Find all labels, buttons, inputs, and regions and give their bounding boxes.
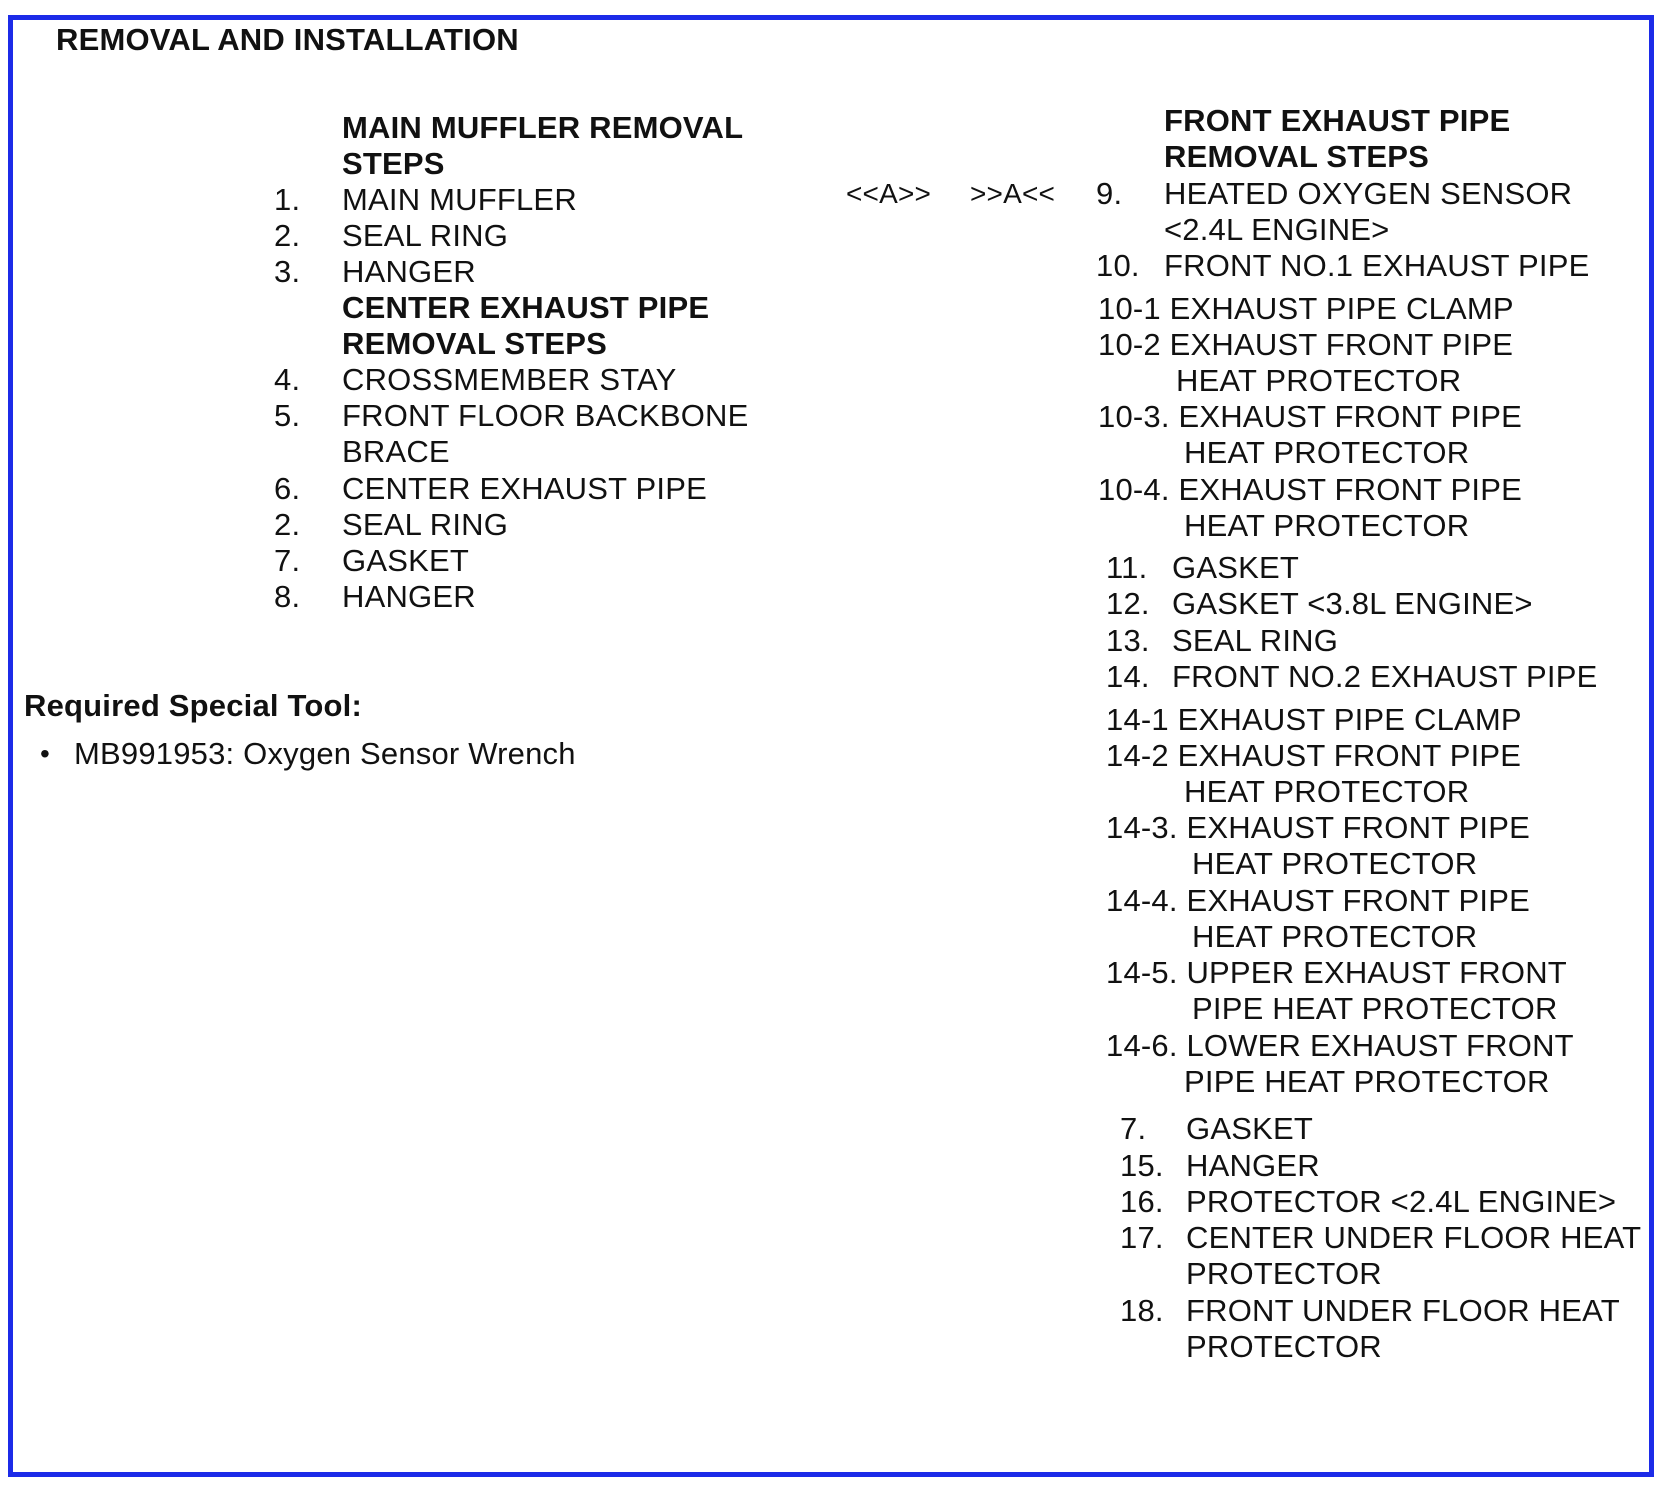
list-item-text: GASKET <3.8L ENGINE> bbox=[1172, 586, 1533, 621]
list-item-text: GASKET bbox=[1186, 1111, 1313, 1146]
sub-item-text: 14-3. EXHAUST FRONT PIPE bbox=[1106, 810, 1530, 845]
list-item-number: 11. bbox=[1106, 550, 1148, 585]
list-item-text: HANGER bbox=[1186, 1148, 1320, 1183]
page-title: REMOVAL AND INSTALLATION bbox=[56, 22, 519, 57]
list-item-text: GASKET bbox=[342, 543, 469, 578]
list-item-number: 14. bbox=[1106, 659, 1150, 694]
list-item-text: SEAL RING bbox=[1172, 623, 1339, 658]
sub-item-text-cont: HEAT PROTECTOR bbox=[1184, 435, 1470, 470]
front-pipe-heading-line2: REMOVAL STEPS bbox=[1164, 139, 1429, 174]
list-item-number: 9. bbox=[1096, 176, 1123, 211]
sub-item-text: 14-5. UPPER EXHAUST FRONT bbox=[1106, 955, 1567, 990]
list-item-number: 12. bbox=[1106, 586, 1150, 621]
list-item-number: 8. bbox=[274, 579, 301, 614]
center-pipe-heading-line2: REMOVAL STEPS bbox=[342, 326, 607, 361]
list-item-number: 4. bbox=[274, 362, 301, 397]
special-tool-heading: Required Special Tool: bbox=[24, 688, 362, 723]
list-item-text: FRONT NO.2 EXHAUST PIPE bbox=[1172, 659, 1598, 694]
sub-item-text-cont: HEAT PROTECTOR bbox=[1184, 774, 1470, 809]
bullet-icon: • bbox=[40, 738, 51, 769]
sub-item-text-cont: HEAT PROTECTOR bbox=[1192, 919, 1478, 954]
list-item-number: 13. bbox=[1106, 623, 1150, 658]
list-item-number: 2. bbox=[274, 507, 301, 542]
list-item-number: 6. bbox=[274, 471, 301, 506]
sub-item-text-cont: HEAT PROTECTOR bbox=[1192, 846, 1478, 881]
list-item-text: HANGER bbox=[342, 254, 476, 289]
front-pipe-heading-line1: FRONT EXHAUST PIPE bbox=[1164, 103, 1511, 138]
list-item-text: CENTER UNDER FLOOR HEAT bbox=[1186, 1220, 1642, 1255]
list-item-text: FRONT NO.1 EXHAUST PIPE bbox=[1164, 248, 1590, 283]
list-item-number: 16. bbox=[1120, 1184, 1164, 1219]
list-item-text: CROSSMEMBER STAY bbox=[342, 362, 677, 397]
sub-item-text: 10-2 EXHAUST FRONT PIPE bbox=[1098, 327, 1514, 362]
list-item-text: MAIN MUFFLER bbox=[342, 182, 577, 217]
list-item-text: SEAL RING bbox=[342, 218, 509, 253]
sub-item-text-cont: HEAT PROTECTOR bbox=[1176, 363, 1462, 398]
list-item-text-cont: PROTECTOR bbox=[1186, 1256, 1382, 1291]
list-item-number: 1. bbox=[274, 182, 301, 217]
center-pipe-heading-line1: CENTER EXHAUST PIPE bbox=[342, 290, 710, 325]
list-item-number: 7. bbox=[274, 543, 301, 578]
list-item-text: FRONT UNDER FLOOR HEAT bbox=[1186, 1293, 1620, 1328]
removal-marker: <<A>> bbox=[846, 178, 932, 209]
list-item-number: 15. bbox=[1120, 1148, 1164, 1183]
list-item-number: 18. bbox=[1120, 1293, 1164, 1328]
list-item-number: 3. bbox=[274, 254, 301, 289]
list-item-text: HANGER bbox=[342, 579, 476, 614]
sub-item-text-cont: PIPE HEAT PROTECTOR bbox=[1184, 1064, 1550, 1099]
special-tool-item: MB991953: Oxygen Sensor Wrench bbox=[74, 736, 576, 771]
list-item-number: 10. bbox=[1096, 248, 1140, 283]
sub-item-text: 10-1 EXHAUST PIPE CLAMP bbox=[1098, 291, 1514, 326]
list-item-text: FRONT FLOOR BACKBONE bbox=[342, 398, 749, 433]
sub-item-text: 14-6. LOWER EXHAUST FRONT bbox=[1106, 1028, 1574, 1063]
sub-item-text: 10-4. EXHAUST FRONT PIPE bbox=[1098, 472, 1522, 507]
list-item-text: GASKET bbox=[1172, 550, 1299, 585]
sub-item-text: 14-4. EXHAUST FRONT PIPE bbox=[1106, 883, 1530, 918]
list-item-text: HEATED OXYGEN SENSOR bbox=[1164, 176, 1573, 211]
list-item-text: CENTER EXHAUST PIPE bbox=[342, 471, 707, 506]
main-muffler-heading-line1: MAIN MUFFLER REMOVAL bbox=[342, 110, 744, 145]
sub-item-text-cont: HEAT PROTECTOR bbox=[1184, 508, 1470, 543]
main-muffler-heading-line2: STEPS bbox=[342, 146, 445, 181]
sub-item-text-cont: PIPE HEAT PROTECTOR bbox=[1192, 991, 1558, 1026]
list-item-text-cont: BRACE bbox=[342, 434, 450, 469]
sub-item-text: 14-1 EXHAUST PIPE CLAMP bbox=[1106, 702, 1522, 737]
list-item-number: 2. bbox=[274, 218, 301, 253]
sub-item-text: 10-3. EXHAUST FRONT PIPE bbox=[1098, 399, 1522, 434]
list-item-number: 17. bbox=[1120, 1220, 1164, 1255]
list-item-text-cont: PROTECTOR bbox=[1186, 1329, 1382, 1364]
list-item-number: 5. bbox=[274, 398, 301, 433]
list-item-text-cont: <2.4L ENGINE> bbox=[1164, 212, 1390, 247]
list-item-text: PROTECTOR <2.4L ENGINE> bbox=[1186, 1184, 1617, 1219]
list-item-text: SEAL RING bbox=[342, 507, 509, 542]
installation-marker: >>A<< bbox=[970, 178, 1056, 209]
sub-item-text: 14-2 EXHAUST FRONT PIPE bbox=[1106, 738, 1522, 773]
list-item-number: 7. bbox=[1120, 1111, 1147, 1146]
